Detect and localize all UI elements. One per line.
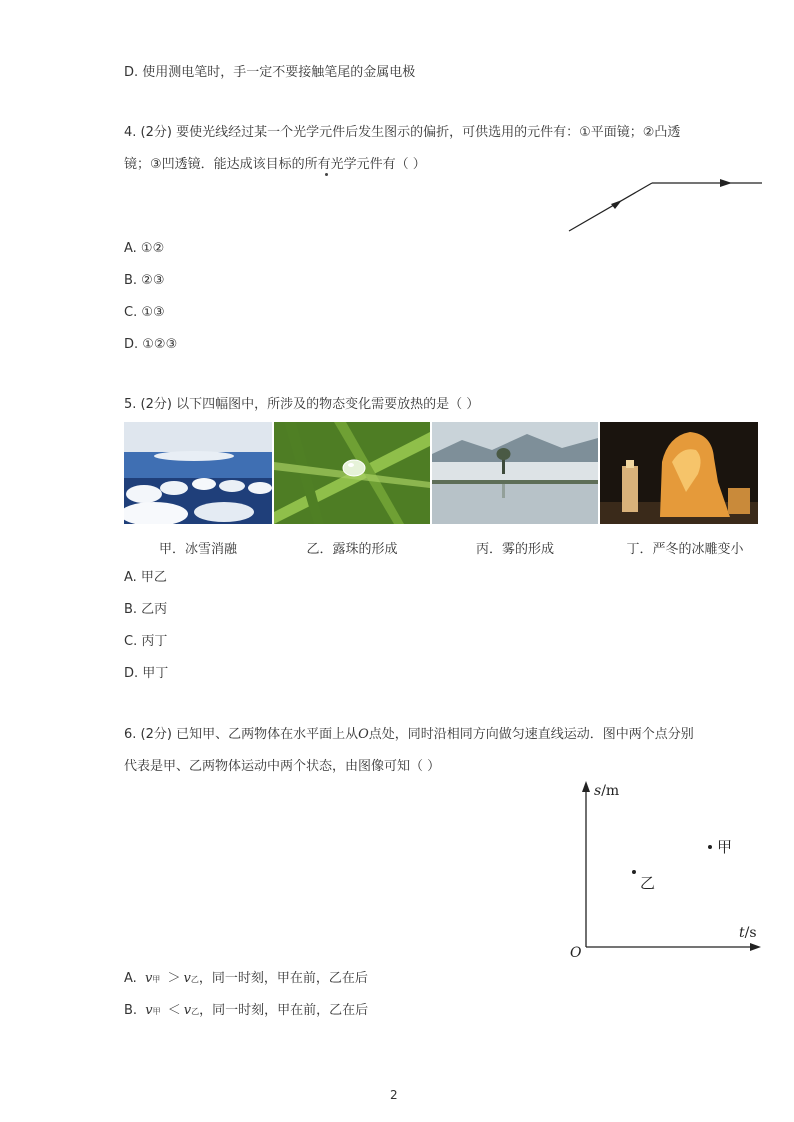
option-b-v1: v <box>145 1003 153 1018</box>
q5-option-a: A. 甲乙 <box>124 570 167 585</box>
photo-ice-melting <box>124 422 272 524</box>
q6-stem-o: O <box>358 727 369 742</box>
q6-stem-pre: 6. (2分) 已知甲、乙两物体在水平面上从 <box>124 727 359 742</box>
q4-light-ray-diagram <box>560 172 770 238</box>
q4-option-c: C. ①③ <box>124 305 165 320</box>
photo-fog-lake <box>432 422 598 524</box>
option-a-sub2: 乙 <box>190 975 199 984</box>
page-number: 2 <box>390 1088 398 1102</box>
option-a-rest: ，同一时刻，甲在前，乙在后 <box>198 971 368 986</box>
option-b-rest: ，同一时刻，甲在前，乙在后 <box>199 1003 369 1018</box>
point-yi <box>632 870 636 874</box>
caption-bing: 丙．雾的形成 <box>475 542 554 557</box>
q5-option-c: C. 丙丁 <box>124 634 168 649</box>
q4-option-b: B. ②③ <box>124 273 165 288</box>
origin-label: O <box>570 945 582 960</box>
q5-stem: 5. (2分) 以下四幅图中，所涉及的物态变化需要放热的是（ ） <box>124 397 480 412</box>
q5-option-b: B. 乙丙 <box>124 602 168 617</box>
q4-option-d: D. ①②③ <box>124 337 178 352</box>
q4-stem-line2: 镜；③凹透镜．能达成该目标的所有光学元件有（ ） <box>124 157 426 172</box>
caption-yi: 乙．露珠的形成 <box>306 542 398 557</box>
q3-option-d: D. 使用测电笔时，手一定不要接触笔尾的金属电极 <box>124 65 416 80</box>
option-a-operator: ＞ <box>167 971 181 986</box>
option-b-sub2: 乙 <box>191 1007 200 1016</box>
option-a-v2: v <box>183 971 191 986</box>
ray-arrow-incident <box>611 200 622 209</box>
option-a-sub1: 甲 <box>152 975 161 984</box>
point-yi-label: 乙 <box>640 874 656 892</box>
photo-ice-sculpture <box>600 422 758 524</box>
caption-ding: 丁．严冬的冰雕变小 <box>626 542 744 557</box>
q6-option-b <box>124 1003 368 1020</box>
ray-arrow-refracted <box>720 179 732 187</box>
point-jia-label: 甲 <box>717 838 733 856</box>
option-b-operator: ＜ <box>167 1003 181 1018</box>
q6-stem-line1 <box>124 727 694 743</box>
q6-option-a <box>124 971 368 988</box>
caption-jia: 甲．冰雪消融 <box>158 542 237 557</box>
y-axis-arrow <box>582 781 590 792</box>
y-axis-label: s/m <box>594 783 620 799</box>
q4-stem-line1: 4. (2分) 要使光线经过某一个光学元件后发生图示的偏折，可供选用的元件有：①平面镜；②凸透 <box>124 125 681 140</box>
q4-option-a: A. ①② <box>124 241 165 256</box>
photo-dew-drop <box>274 422 430 524</box>
option-b-v2: v <box>183 1003 192 1018</box>
q6-st-graph <box>565 778 765 960</box>
q6-stem-line2: 代表是甲、乙两物体运动中两个状态，由图像可知（ ） <box>124 759 441 774</box>
q6-stem-post: 点处，同时沿相同方向做匀速直线运动．图中两个点分别 <box>368 727 694 742</box>
q5-option-d: D. 甲丁 <box>124 666 169 681</box>
incident-ray <box>569 183 652 231</box>
x-axis-arrow <box>750 943 761 951</box>
option-a-prefix: A. <box>124 971 137 986</box>
option-a-v1: v <box>144 971 153 986</box>
point-jia <box>708 845 712 849</box>
stray-dot <box>325 173 328 176</box>
option-b-prefix: B. <box>124 1003 138 1018</box>
option-b-sub1: 甲 <box>152 1007 161 1016</box>
x-axis-label: t/s <box>739 925 757 941</box>
